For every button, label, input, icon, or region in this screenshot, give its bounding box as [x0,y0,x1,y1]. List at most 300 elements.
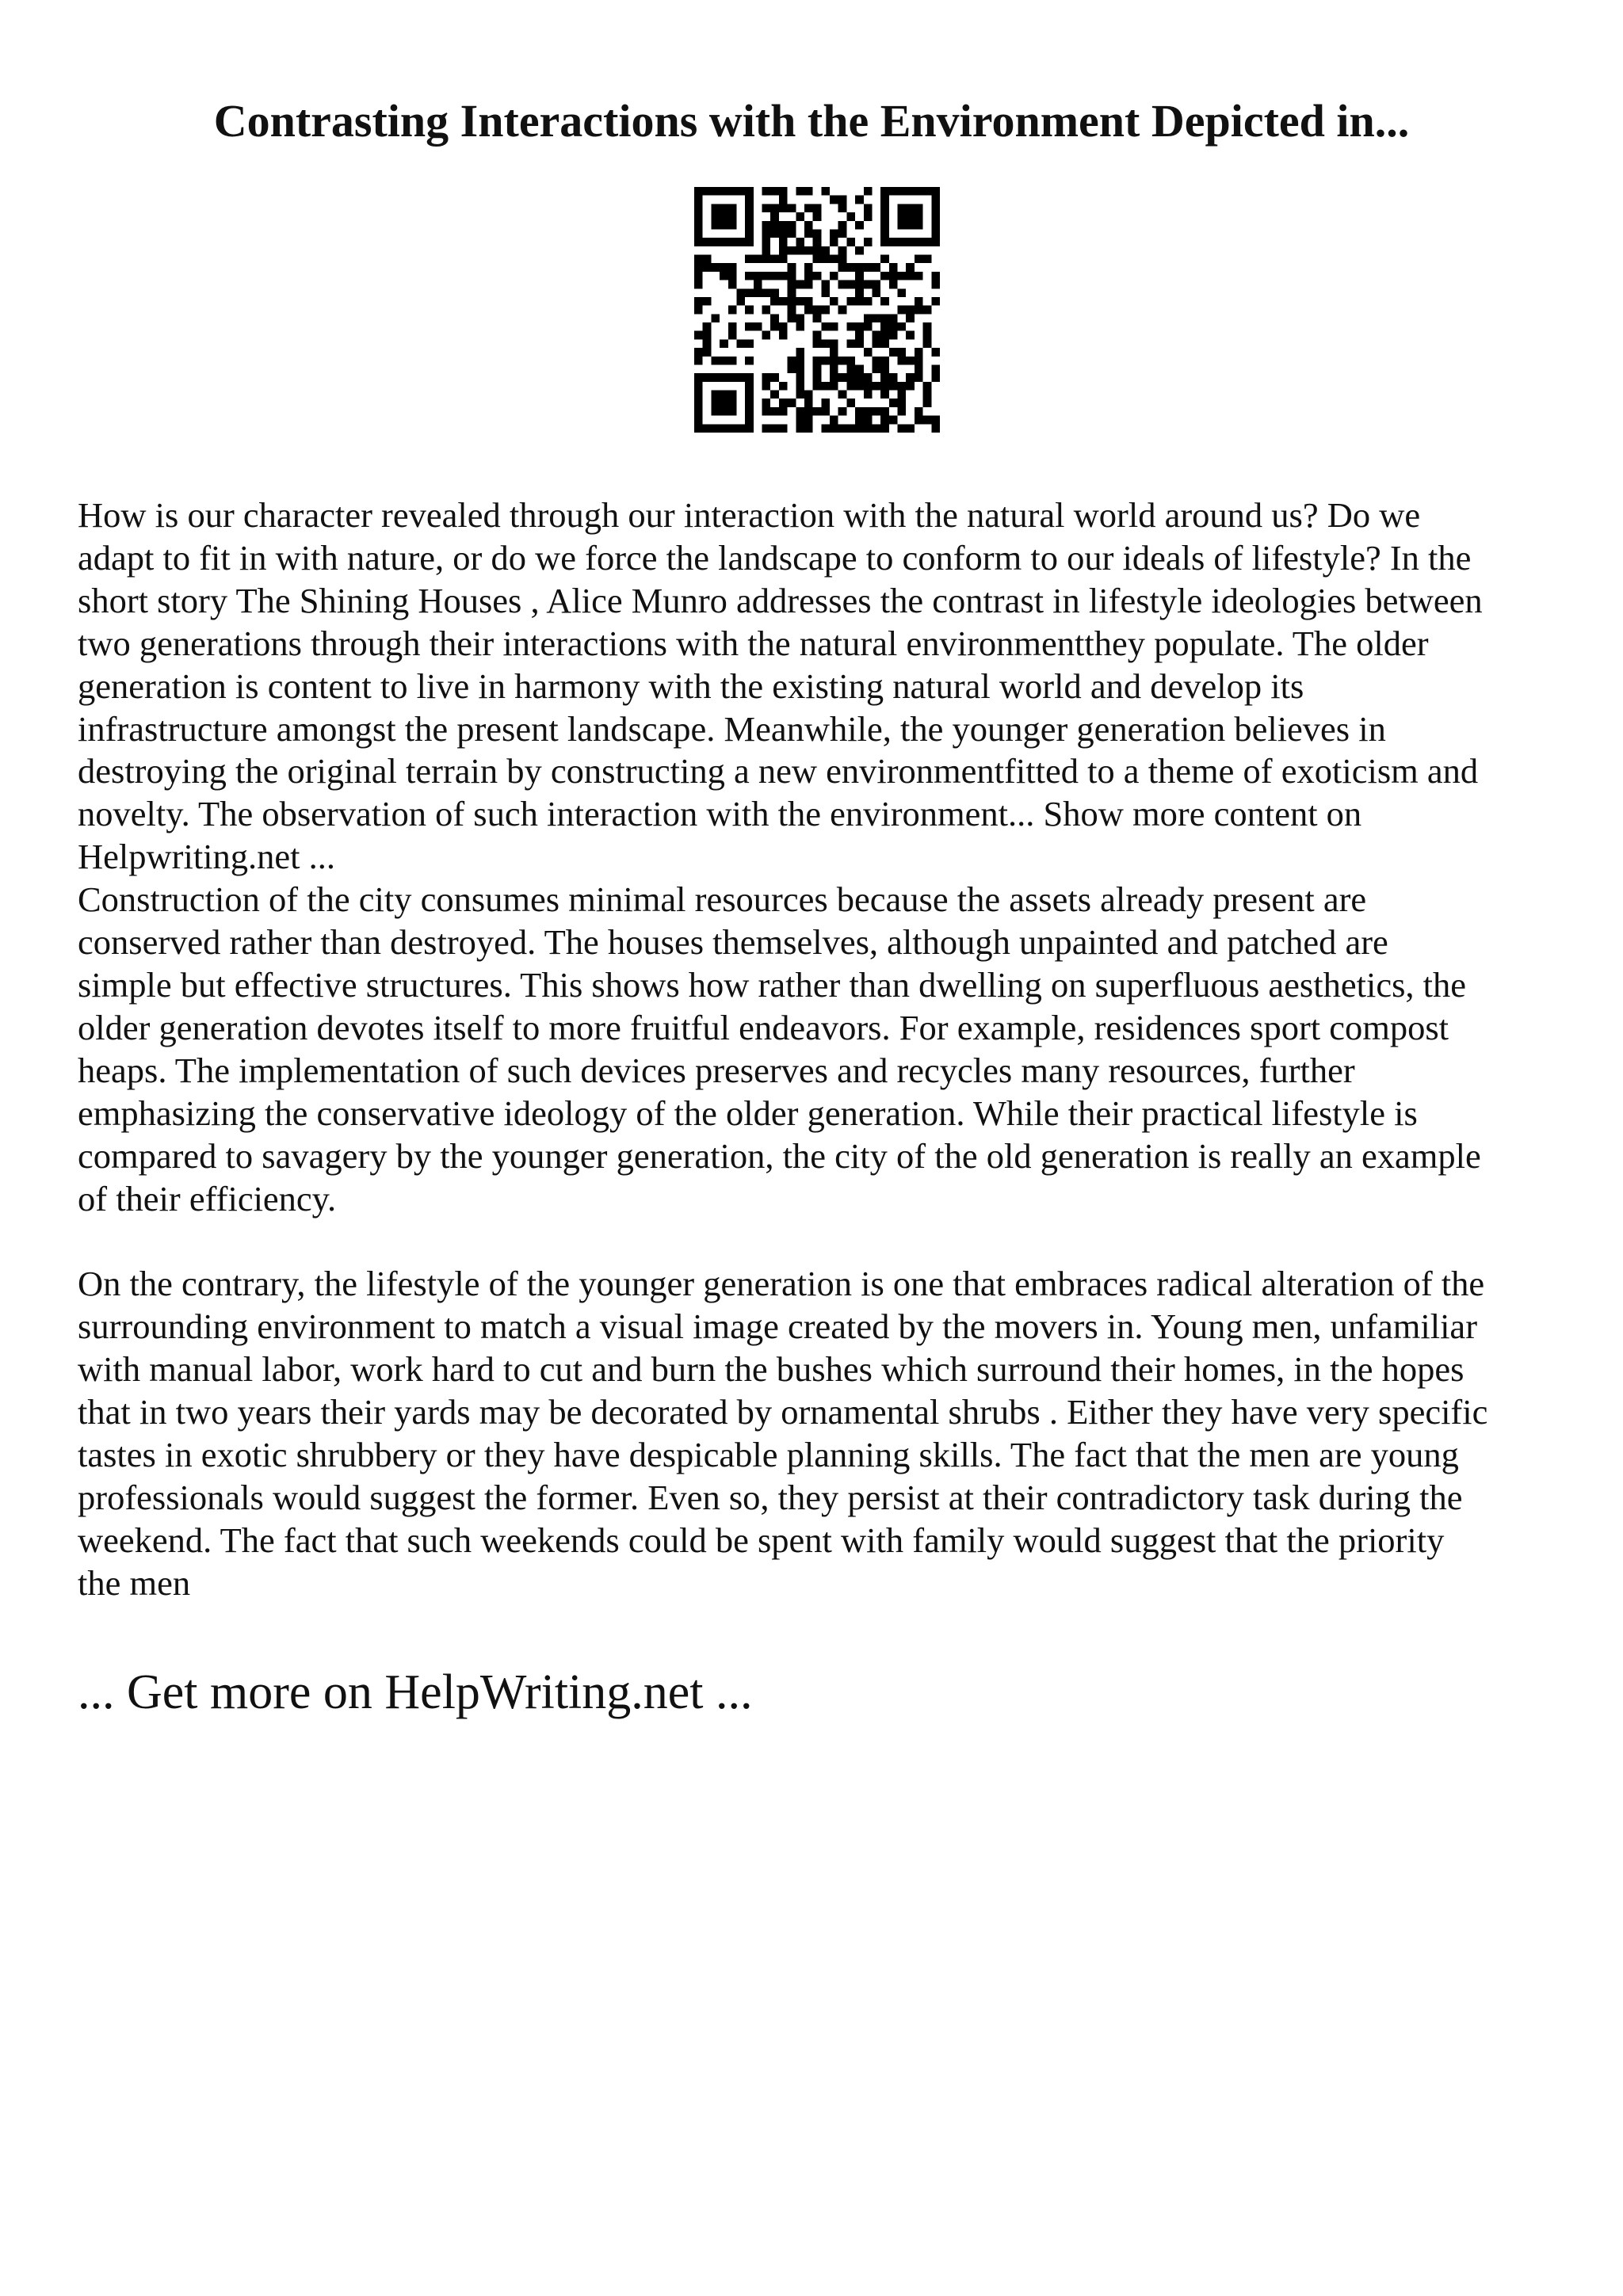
qr-module [864,187,873,196]
qr-module [762,204,771,212]
qr-module [872,280,880,289]
qr-module [762,373,771,382]
qr-module [855,331,864,340]
qr-module [796,373,804,382]
qr-module [711,221,720,230]
qr-module [923,416,932,425]
qr-module [813,407,822,416]
qr-module [855,263,864,272]
qr-module [923,255,932,264]
qr-module [855,407,864,416]
qr-module [855,416,864,425]
qr-module [813,314,822,322]
qr-module [830,373,838,382]
qr-module [880,424,889,433]
qr-module [694,373,703,382]
qr-module [736,297,745,306]
qr-module [838,246,847,255]
qr-module [788,221,796,230]
qr-module [915,221,923,230]
qr-module [770,229,779,238]
qr-module [880,229,889,238]
qr-module [855,280,864,289]
qr-module [804,187,813,196]
qr-module [745,407,754,416]
qr-module [864,373,873,382]
qr-module [880,407,889,416]
qr-module [821,382,830,391]
qr-module [754,322,762,331]
qr-module [838,357,847,365]
qr-module [788,314,796,322]
qr-module [880,357,889,365]
qr-module [898,382,907,391]
qr-module [864,314,873,322]
qr-module [694,255,703,264]
qr-module [906,272,915,280]
qr-module [830,339,838,348]
qr-module [923,391,932,399]
qr-module [855,288,864,297]
qr-module [703,238,712,246]
qr-module [915,297,923,306]
qr-module [770,272,779,280]
qr-module [762,187,771,196]
qr-module [821,339,830,348]
qr-module [728,280,737,289]
qr-module [694,399,703,407]
qr-module [728,424,737,433]
qr-module [931,280,940,289]
qr-module [745,322,754,331]
qr-module [889,272,898,280]
qr-module [762,382,771,391]
qr-module [720,221,728,230]
qr-module [745,221,754,230]
qr-module [846,238,855,246]
qr-module [915,306,923,315]
qr-module [770,288,779,297]
qr-module [906,212,915,221]
qr-module [720,407,728,416]
qr-module [770,187,779,196]
qr-module [838,204,847,212]
qr-module [830,322,838,331]
qr-module [745,255,754,264]
qr-module [711,238,720,246]
qr-module [898,221,907,230]
qr-module [855,246,864,255]
qr-module [796,212,804,221]
qr-module [906,331,915,340]
qr-module [889,416,898,425]
qr-module [728,272,737,280]
qr-module [770,322,779,331]
qr-module [813,373,822,382]
qr-module [728,322,737,331]
qr-module [864,238,873,246]
qr-module [720,263,728,272]
qr-module [838,306,847,315]
qr-module [736,288,745,297]
qr-module [804,306,813,315]
qr-module [855,382,864,391]
qr-module [720,399,728,407]
qr-module [931,212,940,221]
qr-module [779,229,788,238]
qr-module [906,187,915,196]
qr-module [855,364,864,373]
qr-module [830,416,838,425]
qr-module [830,364,838,373]
qr-module [838,221,847,230]
qr-module [864,322,873,331]
qr-module [796,238,804,246]
qr-module [728,204,737,212]
qr-module [872,331,880,340]
qr-module [728,407,737,416]
qr-module [736,339,745,348]
qr-module [703,424,712,433]
qr-module [923,331,932,340]
qr-module [880,238,889,246]
qr-module [864,263,873,272]
qr-code [694,187,940,433]
qr-module [830,238,838,246]
qr-module [720,238,728,246]
qr-module [813,204,822,212]
qr-module [788,364,796,373]
qr-module [813,238,822,246]
qr-module [915,348,923,357]
qr-module [711,212,720,221]
qr-module [711,373,720,382]
qr-module [846,357,855,365]
qr-module [711,357,720,365]
qr-module [728,263,737,272]
qr-module [804,399,813,407]
qr-module [694,238,703,246]
qr-module [838,229,847,238]
qr-module [703,348,712,357]
qr-module [770,314,779,322]
qr-module [779,204,788,212]
qr-module [754,280,762,289]
qr-module [703,255,712,264]
qr-module [736,238,745,246]
qr-module [694,297,703,306]
qr-module [880,255,889,264]
paragraph-3: On the contrary, the lifestyle of the younger generation is one that embraces radical alteration of the surrounding environment to match a visual image created by the movers in. Young men, unfamiliar with manual labor, work hard to cut and burn the bushes which surround their homes, in the hopes that in two years their yards may be decorated by ornamental shrubs . Either they have very specific tastes in exotic shrubbery or they have despicable planning skills. The fact that the men are young professionals would suggest the former. Even so, they persist at their contradictory task during the weekend. The fact that such weekends could be spent with family would suggest that the priority the men [78,1264,1488,1603]
qr-module [779,255,788,264]
qr-module [864,407,873,416]
qr-module [804,272,813,280]
qr-module [745,357,754,365]
qr-module [880,331,889,340]
qr-module [838,373,847,382]
qr-module [830,255,838,264]
qr-module [694,187,703,196]
qr-module [906,382,915,391]
document-title: Contrasting Interactions with the Environment Depicted in... [213,95,1410,147]
qr-module [779,272,788,280]
qr-module [728,306,737,315]
qr-module [804,246,813,255]
qr-module [864,382,873,391]
qr-module [770,204,779,212]
qr-module [830,357,838,365]
qr-module [762,272,771,280]
qr-module [788,263,796,272]
qr-module [923,339,932,348]
qr-module [745,288,754,297]
qr-module [864,204,873,212]
qr-module [846,339,855,348]
qr-module [804,424,813,433]
qr-module [745,382,754,391]
qr-module [872,263,880,272]
qr-module [762,229,771,238]
qr-module [931,364,940,373]
qr-module [889,348,898,357]
qr-module [855,322,864,331]
qr-module [788,204,796,212]
qr-module [788,306,796,315]
qr-module [762,407,771,416]
qr-module [762,331,771,340]
qr-module [694,263,703,272]
qr-module [931,297,940,306]
qr-module [931,348,940,357]
qr-module [711,391,720,399]
qr-module [788,288,796,297]
qr-module [788,357,796,365]
qr-module [711,407,720,416]
qr-module [728,238,737,246]
qr-module [728,373,737,382]
qr-module [846,364,855,373]
qr-module [915,407,923,416]
qr-module [796,280,804,289]
qr-module [804,263,813,272]
qr-module [864,424,873,433]
qr-module [711,204,720,212]
qr-module [821,288,830,297]
qr-module [906,238,915,246]
qr-module [762,424,771,433]
qr-module [838,407,847,416]
qr-module [864,391,873,399]
qr-module [770,221,779,230]
qr-module [788,246,796,255]
qr-module [813,212,822,221]
qr-module [923,322,932,331]
qr-module [872,357,880,365]
qr-module [915,187,923,196]
qr-module [821,322,830,331]
qr-module [906,357,915,365]
qr-module [745,212,754,221]
qr-module [736,187,745,196]
paragraph-2: Construction of the city consumes minimal resources because the assets already present are conserved rather than destroyed. The houses themselves, although unpainted and patched are simple but effective structures. This shows how rather than dwelling on superfluous aesthetics, the older generation devotes itself to more fruitful endeavors. For example, residences sport compost heaps. The implementation of such devices preserves and recycles many resources, further emphasizing the conservative ideology of the older generation. While their practical lifestyle is compared to savagery by the younger generation, the city of the old generation is really an example of their efficiency. [78,879,1481,1219]
qr-module [779,424,788,433]
qr-module [889,187,898,196]
qr-module [838,255,847,264]
qr-module [720,339,728,348]
qr-module [694,424,703,433]
qr-module [745,187,754,196]
qr-module [889,314,898,322]
qr-module [703,373,712,382]
qr-module [720,212,728,221]
qr-module [864,416,873,425]
qr-module [728,221,737,230]
qr-module [770,373,779,382]
qr-module [906,221,915,230]
qr-module [728,391,737,399]
qr-module [898,187,907,196]
qr-module [855,339,864,348]
qr-module [770,407,779,416]
qr-module [846,399,855,407]
qr-module [703,322,712,331]
qr-module [694,391,703,399]
qr-module [728,331,737,340]
qr-module [796,314,804,322]
qr-module [830,272,838,280]
qr-module [830,424,838,433]
qr-module [694,272,703,280]
qr-module [906,204,915,212]
qr-module [762,288,771,297]
qr-module [880,364,889,373]
qr-module [872,314,880,322]
qr-module [898,288,907,297]
qr-module [880,382,889,391]
qr-module [745,204,754,212]
qr-module [889,399,898,407]
qr-module [889,263,898,272]
qr-module [880,322,889,331]
qr-module [898,272,907,280]
qr-module [711,263,720,272]
qr-module [880,373,889,382]
qr-module [846,322,855,331]
qr-module [838,263,847,272]
qr-module [779,382,788,391]
qr-module [923,399,932,407]
qr-module [855,373,864,382]
qr-module [923,382,932,391]
qr-module [931,221,940,230]
qr-module [779,238,788,246]
qr-module [906,424,915,433]
qr-module [745,272,754,280]
qr-module [728,357,737,365]
qr-module [821,280,830,289]
qr-code-graphic [694,187,940,433]
qr-module [804,407,813,416]
qr-module [788,272,796,280]
qr-module [846,297,855,306]
qr-module [745,306,754,315]
qr-module [796,382,804,391]
qr-module [872,424,880,433]
qr-module [796,187,804,196]
qr-module [745,424,754,433]
qr-module [931,373,940,382]
qr-module [931,204,940,212]
qr-module [898,348,907,357]
qr-module [906,263,915,272]
qr-module [898,407,907,416]
qr-module [703,263,712,272]
qr-module [821,306,830,315]
qr-module [880,272,889,280]
qr-module [898,357,907,365]
qr-module [745,399,754,407]
qr-module [830,229,838,238]
qr-module [728,212,737,221]
qr-module [694,416,703,425]
qr-module [762,246,771,255]
qr-module [762,399,771,407]
qr-module [796,348,804,357]
qr-module [720,272,728,280]
qr-module [931,196,940,204]
qr-module [804,229,813,238]
qr-module [796,407,804,416]
qr-module [898,306,907,315]
qr-module [821,407,830,416]
qr-module [915,272,923,280]
qr-module [906,373,915,382]
qr-module [889,238,898,246]
qr-module [796,416,804,425]
qr-module [931,187,940,196]
qr-module [703,339,712,348]
qr-module [711,187,720,196]
qr-module [830,348,838,357]
qr-module [906,306,915,315]
qr-module [880,221,889,230]
qr-module [855,196,864,204]
qr-module [906,314,915,322]
paragraph-1: How is our character revealed through our interaction with the natural world around us? Do we adapt to fit in with nature, or do we force the landscape to conform to our ideals of lifestyle? In the short story The Shining Houses , Alice Munro addresses the contrast in lifestyle ideologies between two generations through their interactions with the natural environmentthey populate. The older generation is content to live in harmony with the existing natural world and develop its infrastructure amongst the present landscape. Meanwhile, the younger generation believes in destroying the original terrain by constructing a new environmentfitted to a theme of exoticism and novelty. The observation of such interaction with the environment... Show more content on Helpwriting.net ... [78,495,1483,877]
qr-module [694,204,703,212]
qr-module [779,246,788,255]
qr-module [923,187,932,196]
qr-module [813,339,822,348]
qr-module [855,297,864,306]
qr-module [736,373,745,382]
qr-module [846,373,855,382]
qr-module [804,204,813,212]
qr-module [694,212,703,221]
qr-module [694,196,703,204]
qr-module [880,314,889,322]
qr-module [728,399,737,407]
qr-module [821,246,830,255]
qr-module [779,297,788,306]
qr-module [711,314,720,322]
qr-module [915,357,923,365]
qr-module [779,221,788,230]
qr-module [889,331,898,340]
qr-module [931,229,940,238]
get-more-link[interactable]: ... Get more on HelpWriting.net ... [78,1665,753,1719]
qr-module [720,357,728,365]
